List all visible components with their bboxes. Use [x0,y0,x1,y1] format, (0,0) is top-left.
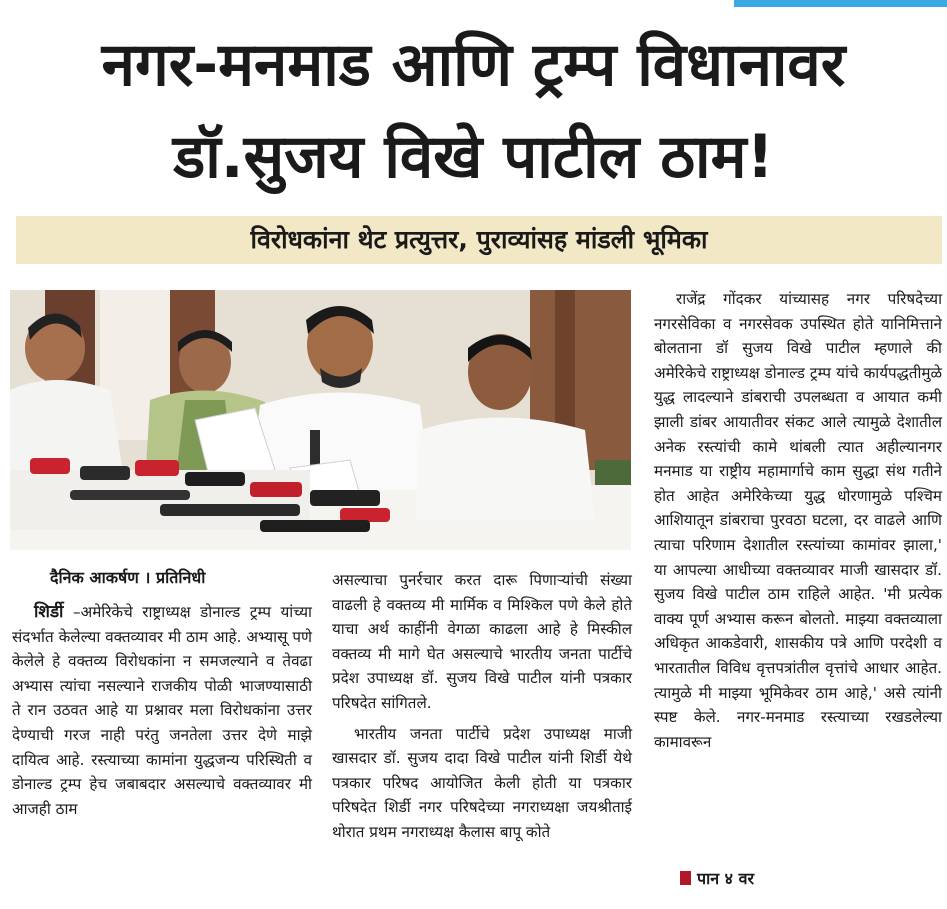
article-paragraph-4: राजेंद्र गोंदकर यांच्यासह नगर परिषदेच्या नगरसेविका व नगरसेवक उपस्थित होते यानिमित्ताने बोलताना डॉ सुजय विखे पाटील म्हणाले की अमेरिकेचे राष्ट्राध्यक्ष डोनाल्ड ट्रम्प यांचे कार्यपद्धतीमुळे युद्ध लादल्याने डांबराची उपलब्धता व आयात कमी झाली डांबर आयातीवर संकट आले त्यामुळे देशातील अनेक रस्त्यांची कामे थांबली त्यात अहील्यानगर मनमाड या राष्ट्रीय महामार्गाचे काम सुद्धा संथ गतीने होत आहेत अमेरिकेच्या युद्ध धोरणामुळे पश्चिम आशियातून डांबराचा पुरवठा घटला, दर वाढले आणि त्याचा परिणाम देशातील रस्त्यांच्या कामांवर झाला,' या आपल्या आधीच्या वक्तव्यावर माजी खासदार डॉ. सुजय विखे पाटील ठाम राहिले आहेत. 'मी प्रत्येक वाक्य पूर्ण अभ्यास करून बोलतो. माझ्या वक्तव्याला अधिकृत आकडेवारी, शासकीय पत्रे आणि परदेशी व भारतातील विविध वृत्तपत्रांतील वृत्तांचे आधार आहेत. त्यामुळे मी माझ्या भूमिकेवर ठाम आहे,' असे त्यांनी स्पष्ट केले. नगर-मनमाड रस्त्याच्या रखडलेल्या कामावरून [654,290,942,751]
continuation-text: पान ४ वर [697,869,755,888]
article-paragraph-2: असल्याचा पुनर्रचार करत दारू पिणाऱ्यांची संख्या वाढली हे वक्तव्य मी मार्मिक व मिश्किल पणे केले होते याचा अर्थ काहींनी वेगळा काढला आहे हे मिस्कील वक्तव्य मी मागे घेत असल्याचे भारतीय जनता पार्टीचे प्रदेश उपाध्यक्ष डॉ. सुजय विखे पाटील यांनी पत्रकार परिषदेत सांगितले. [332,571,632,712]
continuation-link[interactable] [680,867,754,891]
dateline: शिर्डी [34,602,64,622]
top-accent-bar [734,0,947,7]
article-column-1 [12,600,312,821]
headline-line-2: डॉ.सुजय विखे पाटील ठाम! [173,122,774,192]
article-column-2 [332,568,632,845]
press-conference-illustration [10,290,631,550]
article-column-3 [654,287,942,754]
article-paragraph-3: भारतीय जनता पार्टीचे प्रदेश उपाध्यक्ष माजी खासदार डॉ. सुजय दादा विखे पाटील यांनी शिर्डी येथे पत्रकार परिषद आयोजित केली होती या पत्रकार परिषदेत शिर्डी नगर परिषदेच्या नगराध्यक्षा जयश्रीताई थोरात प्रथम नगराध्यक्ष कैलास बापू कोते [332,724,632,841]
byline: दैनिक आकर्षण । प्रतिनिधी [50,568,206,587]
square-marker-icon [680,871,691,885]
article-paragraph-1: –अमेरिकेचे राष्ट्राध्यक्ष डोनाल्ड ट्रम्प यांच्या संदर्भात केलेल्या वक्तव्यावर मी ठाम आहे. अभ्यासू पणे केलेले हे वक्तव्य विरोधकांना न समजल्याने व तेवढा अभ्यास त्यांचा नसल्याने राजकीय पोळी भाजण्यासाठी ते रान उठवत आहे या प्रश्नावर मला विरोधकांना उत्तर देण्याची गरज नाही परंतु जनतेला उत्तर देणे माझे दायित्व आहे. रस्त्याच्या कामांना युद्धजन्य परिस्थिती व डोनाल्ड ट्रम्प हेच जबाबदार असल्याचे वक्तव्यावर मी आजही ठाम [12,603,312,818]
headline-line-1: नगर-मनमाड आणि ट्रम्प विधानावर [101,30,846,100]
subheadline: विरोधकांना थेट प्रत्युत्तर, पुराव्यांसह मांडली भूमिका [16,216,942,264]
press-conference-photo [10,290,631,550]
